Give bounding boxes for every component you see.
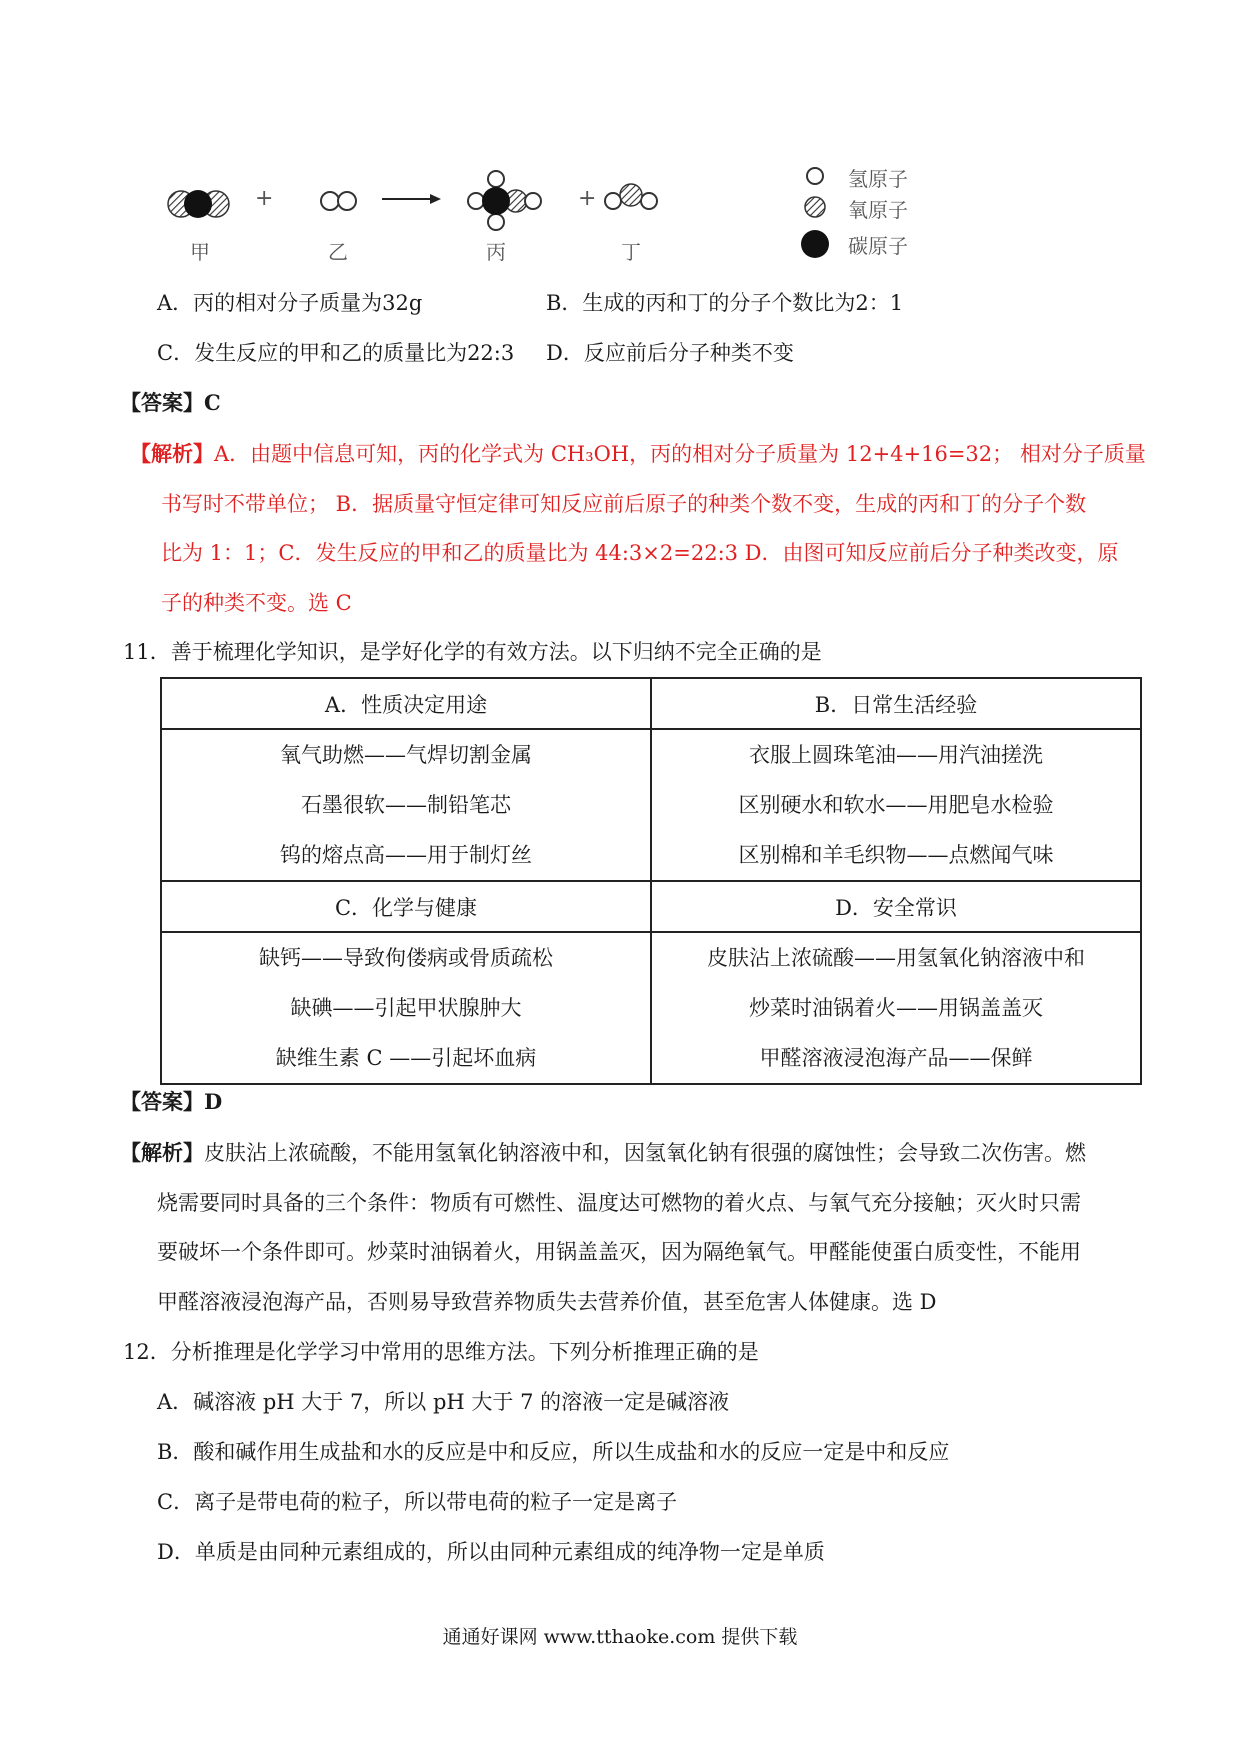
table-head-c: C．化学与健康	[161, 881, 651, 932]
table-cell-b	[651, 729, 1141, 881]
molecule-jia	[168, 190, 229, 218]
q10-answer: 【答案】C	[120, 390, 221, 415]
legend-oxygen: 氧原子	[848, 198, 908, 222]
table-c-item: 缺碘——引起甲状腺肿大	[290, 996, 522, 1020]
table-a-item: 氧气助燃——气焊切割金属	[280, 743, 532, 767]
q10-option-c: C．发生反应的甲和乙的质量比为22:3	[157, 341, 515, 365]
q11-answer: 【答案】D	[120, 1089, 223, 1114]
reaction-arrow	[382, 194, 441, 204]
q12-option-d: D．单质是由同种元素组成的，所以由同种元素组成的纯净物一定是单质	[157, 1540, 825, 1564]
q10-analysis-text-1: A．由题中信息可知，丙的化学式为 CH₃OH，丙的相对分子质量为 12+4+16=32； 相对分子质量	[214, 442, 1146, 466]
table-c-item: 缺维生素 C ——引起坏血病	[275, 1046, 537, 1070]
legend-hydrogen: 氢原子	[848, 167, 908, 191]
q12-option-c: C．离子是带电荷的粒子，所以带电荷的粒子一定是离子	[157, 1490, 678, 1514]
table-cell-d	[651, 932, 1141, 1084]
molecule-ding	[605, 184, 657, 209]
table-a-item: 石墨很软——制铅笔芯	[301, 793, 511, 817]
q12-option-a: A．碱溶液 pH 大于 7，所以 pH 大于 7 的溶液一定是碱溶液	[157, 1390, 730, 1414]
table-cell-c	[161, 932, 651, 1084]
q10-option-a: A．丙的相对分子质量为32g	[157, 291, 423, 315]
molecule-bing	[468, 171, 541, 230]
page-footer: 通通好课网 www.tthaoke.com 提供下载	[442, 1626, 798, 1648]
table-head-a: A．性质决定用途	[161, 678, 651, 729]
table-cell-a	[161, 729, 651, 881]
table-d-item: 甲醛溶液浸泡海产品——保鲜	[759, 1046, 1033, 1070]
table-head-d: D．安全常识	[651, 881, 1141, 932]
table-c-item: 缺钙——导致佝偻病或骨质疏松	[259, 946, 553, 970]
reaction-diagram-svg	[160, 158, 930, 270]
legend-carbon: 碳原子	[848, 234, 908, 258]
plus-sign-1: +	[255, 186, 274, 211]
table-a-item: 钨的熔点高——用于制灯丝	[280, 843, 532, 867]
table-d-item: 皮肤沾上浓硫酸——用氢氧化钠溶液中和	[707, 946, 1085, 970]
q10-option-d: D．反应前后分子种类不变	[546, 341, 794, 365]
q10-analysis-line-4: 子的种类不变。选 C	[161, 591, 352, 615]
q10-option-b: B．生成的丙和丁的分子个数比为2：1	[546, 291, 904, 315]
table-head-b: B．日常生活经验	[651, 678, 1141, 729]
q11-analysis-line-2: 烧需要同时具备的三个条件：物质有可燃性、温度达可燃物的着火点、与氧气充分接触；灭火时只需	[157, 1191, 1081, 1215]
molecule-yi	[321, 192, 356, 210]
q11-analysis-line-3: 要破坏一个条件即可。炒菜时油锅着火，用锅盖盖灭，因为隔绝氧气。甲醛能使蛋白质变性，不能用	[157, 1240, 1081, 1264]
q11-analysis-line-1	[120, 1139, 1086, 1167]
q10-analysis-line-3: 比为 1：1；C．发生反应的甲和乙的质量比为 44:3×2=22:3 D．由图可知反应前后分子种类改变，原	[161, 541, 1119, 565]
q10-analysis-tag: 【解析】	[130, 441, 214, 466]
table-b-item: 衣服上圆珠笔油——用汽油搓洗	[749, 743, 1043, 767]
q11-stem: 11．善于梳理化学知识，是学好化学的有效方法。以下归纳不完全正确的是	[123, 640, 822, 664]
q12-stem: 12．分析推理是化学学习中常用的思维方法。下列分析推理正确的是	[123, 1340, 759, 1364]
plus-sign-2: +	[578, 186, 597, 211]
label-bing: 丙	[486, 240, 506, 264]
q10-analysis-line-2: 书写时不带单位； B．据质量守恒定律可知反应前后原子的种类个数不变，生成的丙和丁的分子个数	[161, 492, 1087, 516]
q10-analysis-line-1	[130, 440, 1146, 468]
q11-analysis-tag: 【解析】	[120, 1140, 204, 1165]
legend-icons	[801, 168, 829, 258]
table-b-item: 区别棉和羊毛织物——点燃闻气味	[738, 843, 1054, 867]
q12-option-b: B．酸和碱作用生成盐和水的反应是中和反应，所以生成盐和水的反应一定是中和反应	[157, 1440, 950, 1464]
reaction-diagram	[160, 158, 930, 270]
q11-analysis-line-4: 甲醛溶液浸泡海产品，否则易导致营养物质失去营养价值，甚至危害人体健康。选 D	[157, 1290, 937, 1314]
label-ding: 丁	[621, 240, 641, 264]
label-jia: 甲	[190, 240, 210, 264]
table-d-item: 炒菜时油锅着火——用锅盖盖灭	[749, 996, 1043, 1020]
table-b-item: 区别硬水和软水——用肥皂水检验	[738, 793, 1054, 817]
q11-summary-table	[160, 677, 1142, 1085]
q11-analysis-text-1: 皮肤沾上浓硫酸，不能用氢氧化钠溶液中和，因氢氧化钠有很强的腐蚀性；会导致二次伤害。燃	[204, 1141, 1086, 1165]
label-yi: 乙	[328, 240, 348, 264]
